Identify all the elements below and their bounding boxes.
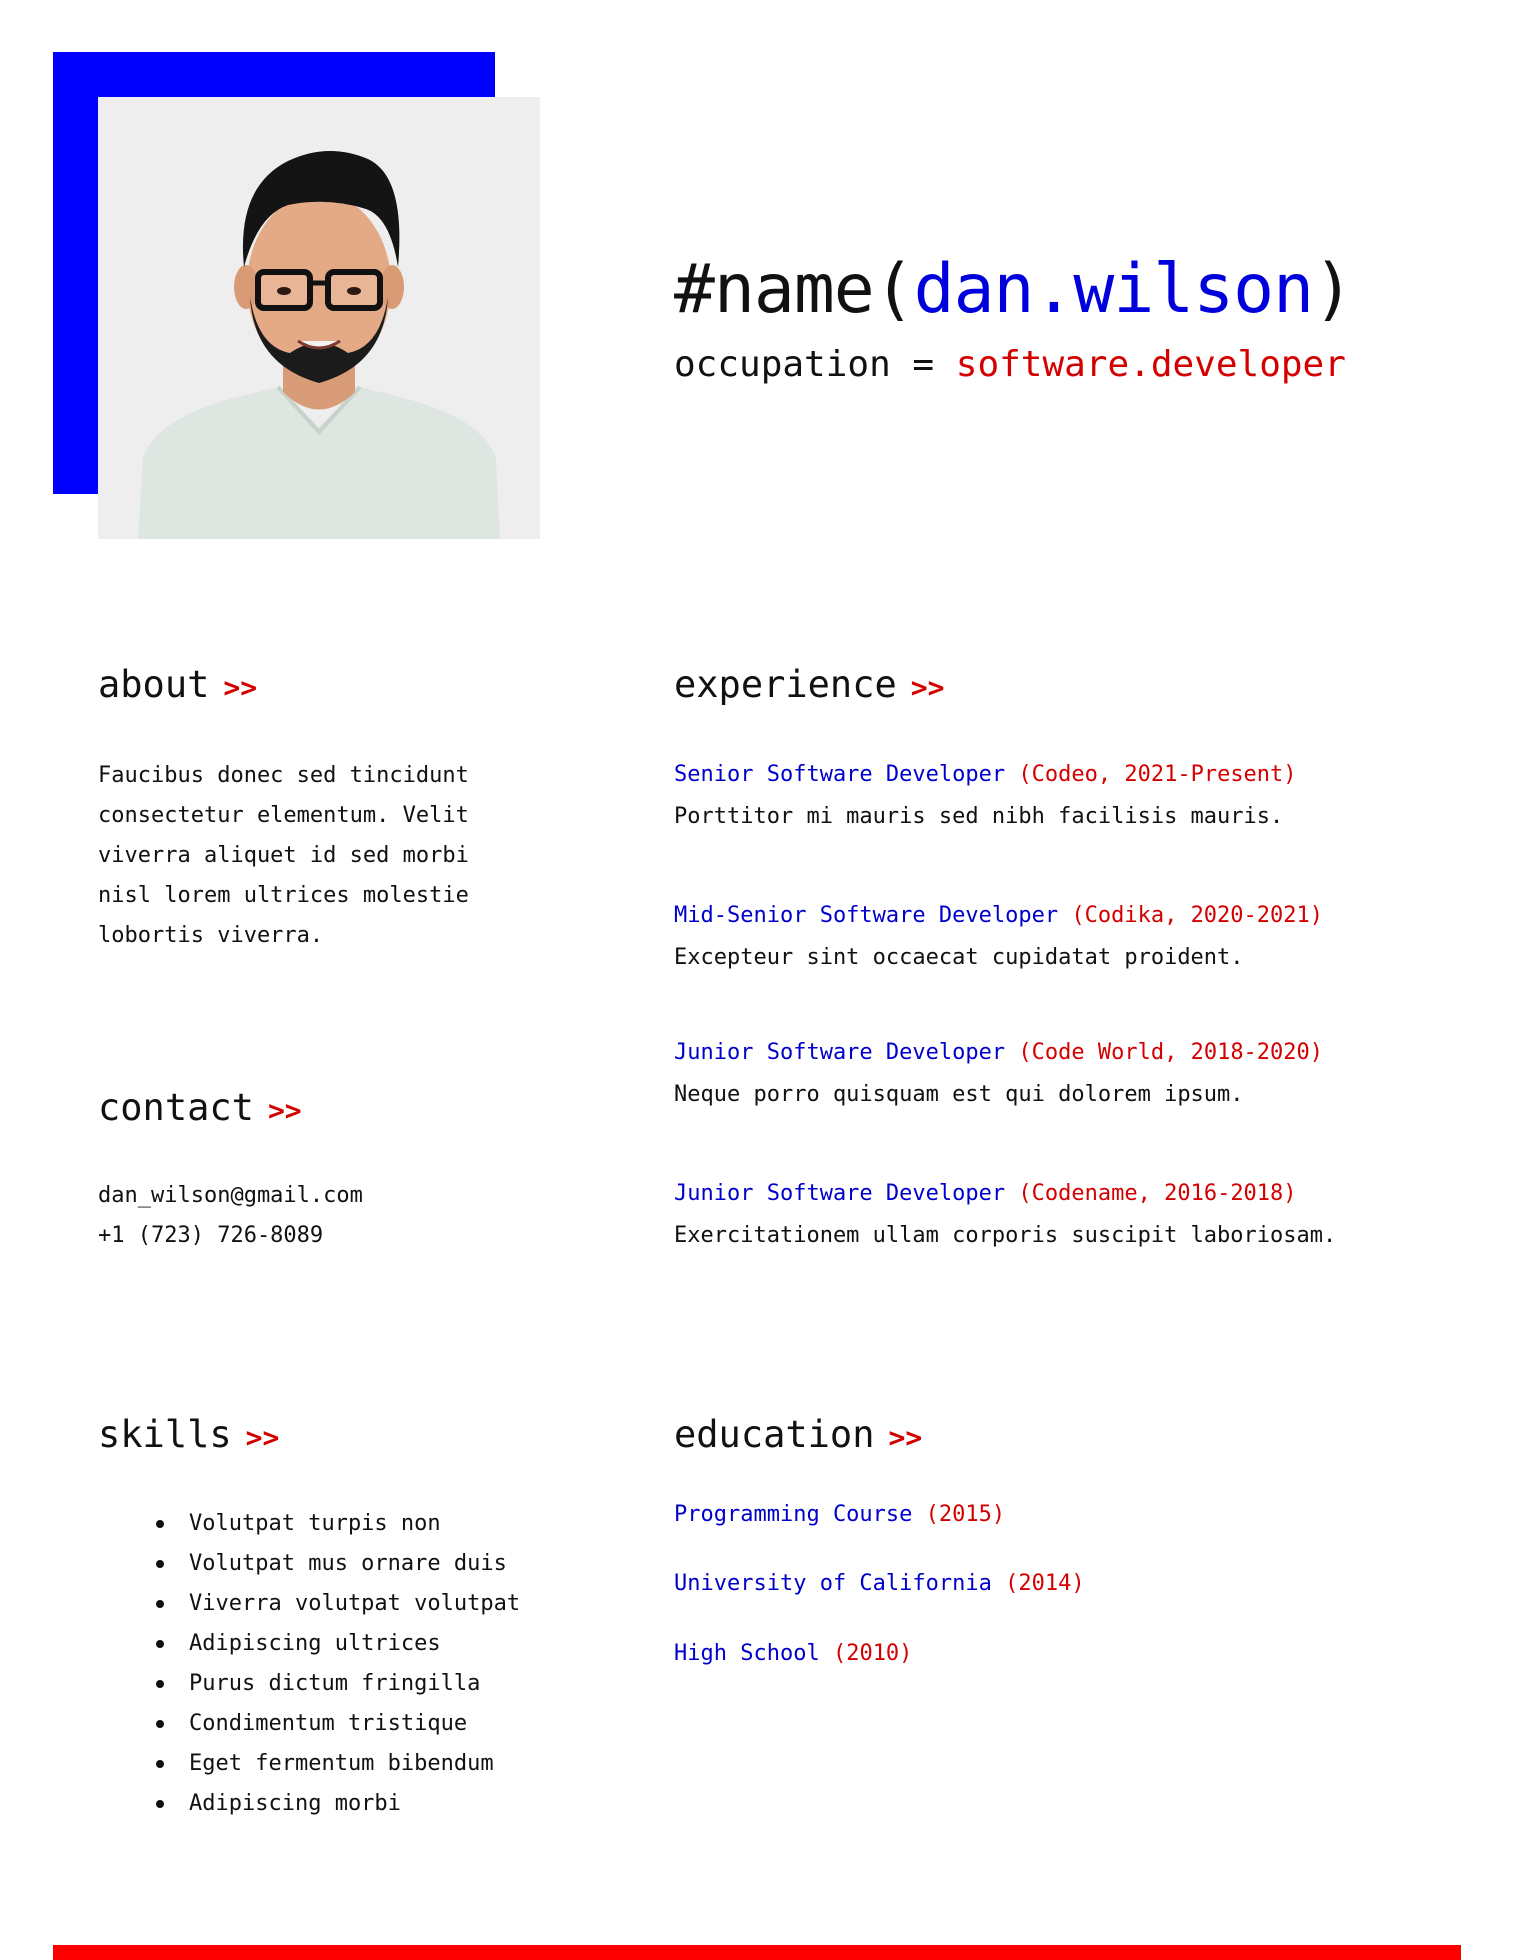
bullet-icon — [156, 1600, 164, 1608]
skill-item — [152, 1504, 520, 1544]
experience-description: Neque porro quisquam est qui dolorem ipsum. — [674, 1082, 1244, 1107]
education-school: Programming Course — [674, 1502, 913, 1527]
profile-photo-illustration — [98, 97, 540, 539]
skill-label: Volutpat mus ornare duis — [189, 1551, 507, 1576]
experience-meta: (Code World, 2018-2020) — [1018, 1040, 1324, 1065]
name-heading — [674, 245, 1474, 335]
education-entry — [674, 1495, 1005, 1535]
education-year: (2010) — [832, 1641, 913, 1666]
name-suffix: ) — [1313, 250, 1353, 329]
skill-item — [152, 1584, 520, 1624]
contact-phone[interactable]: +1 (723) 726-8089 — [98, 1223, 324, 1248]
experience-meta: (Codika, 2020-2021) — [1071, 903, 1324, 928]
skill-label: Eget fermentum bibendum — [189, 1751, 494, 1776]
education-school: High School — [674, 1641, 820, 1666]
contact-arrows: >> — [267, 1094, 302, 1127]
occupation-prefix: occupation = — [674, 344, 956, 385]
experience-role: Senior Software Developer — [674, 762, 1006, 787]
skill-label: Adipiscing morbi — [189, 1791, 401, 1816]
footer-red-bar — [53, 1945, 1461, 1960]
bullet-icon — [156, 1560, 164, 1568]
occupation-value: software.developer — [955, 344, 1346, 385]
education-title: education — [674, 1413, 875, 1456]
education-school: University of California — [674, 1571, 992, 1596]
experience-title: experience — [674, 663, 897, 706]
occupation-line — [674, 340, 1474, 390]
bullet-icon — [156, 1520, 164, 1528]
contact-heading — [98, 1083, 302, 1136]
name-value: dan.wilson — [913, 250, 1314, 329]
resume-header — [674, 245, 1474, 390]
about-heading — [98, 660, 257, 713]
experience-heading — [674, 660, 944, 713]
experience-role: Junior Software Developer — [674, 1181, 1006, 1206]
education-entry — [674, 1634, 912, 1674]
experience-description: Excepteur sint occaecat cupidatat proident. — [674, 945, 1244, 970]
bullet-icon — [156, 1800, 164, 1808]
bullet-icon — [156, 1680, 164, 1688]
experience-meta: (Codeo, 2021-Present) — [1018, 762, 1297, 787]
contact-email[interactable]: dan_wilson@gmail.com — [98, 1183, 363, 1208]
bullet-icon — [156, 1720, 164, 1728]
contact-list — [98, 1176, 363, 1256]
experience-description: Porttitor mi mauris sed nibh facilisis mauris. — [674, 804, 1284, 829]
name-prefix: #name( — [674, 250, 914, 329]
skill-item — [152, 1664, 520, 1704]
experience-description: Exercitationem ullam corporis suscipit laboriosam. — [674, 1223, 1337, 1248]
education-entry — [674, 1564, 1085, 1604]
education-year: (2015) — [925, 1502, 1006, 1527]
skill-item — [152, 1784, 520, 1824]
skills-title: skills — [98, 1413, 232, 1456]
experience-role: Junior Software Developer — [674, 1040, 1006, 1065]
bullet-icon — [156, 1640, 164, 1648]
about-arrows: >> — [223, 671, 258, 704]
about-text: Faucibus donec sed tincidunt consectetur elementum. Velit viverra aliquet id sed morbi nisl lorem ultrices molestie lobortis viverra. — [98, 763, 469, 948]
contact-title: contact — [98, 1086, 254, 1129]
experience-role: Mid-Senior Software Developer — [674, 903, 1059, 928]
skills-heading — [98, 1410, 279, 1463]
experience-arrows: >> — [910, 671, 945, 704]
experience-entry — [674, 754, 1297, 838]
education-arrows: >> — [888, 1421, 923, 1454]
skill-item — [152, 1544, 520, 1584]
skill-label: Volutpat turpis non — [189, 1511, 441, 1536]
skill-label: Purus dictum fringilla — [189, 1671, 481, 1696]
skill-label: Condimentum tristique — [189, 1711, 468, 1736]
skills-list — [152, 1504, 520, 1824]
experience-meta: (Codename, 2016-2018) — [1018, 1181, 1297, 1206]
bullet-icon — [156, 1760, 164, 1768]
skills-arrows: >> — [245, 1421, 280, 1454]
skill-label: Adipiscing ultrices — [189, 1631, 441, 1656]
education-heading — [674, 1410, 922, 1463]
experience-entry — [674, 895, 1323, 979]
about-title: about — [98, 663, 210, 706]
education-year: (2014) — [1005, 1571, 1085, 1596]
skill-item — [152, 1704, 520, 1744]
profile-photo — [98, 97, 540, 539]
skill-item — [152, 1744, 520, 1784]
experience-entry — [674, 1173, 1336, 1257]
skill-label: Viverra volutpat volutpat — [189, 1591, 521, 1616]
skill-item — [152, 1624, 520, 1664]
experience-entry — [674, 1032, 1323, 1116]
